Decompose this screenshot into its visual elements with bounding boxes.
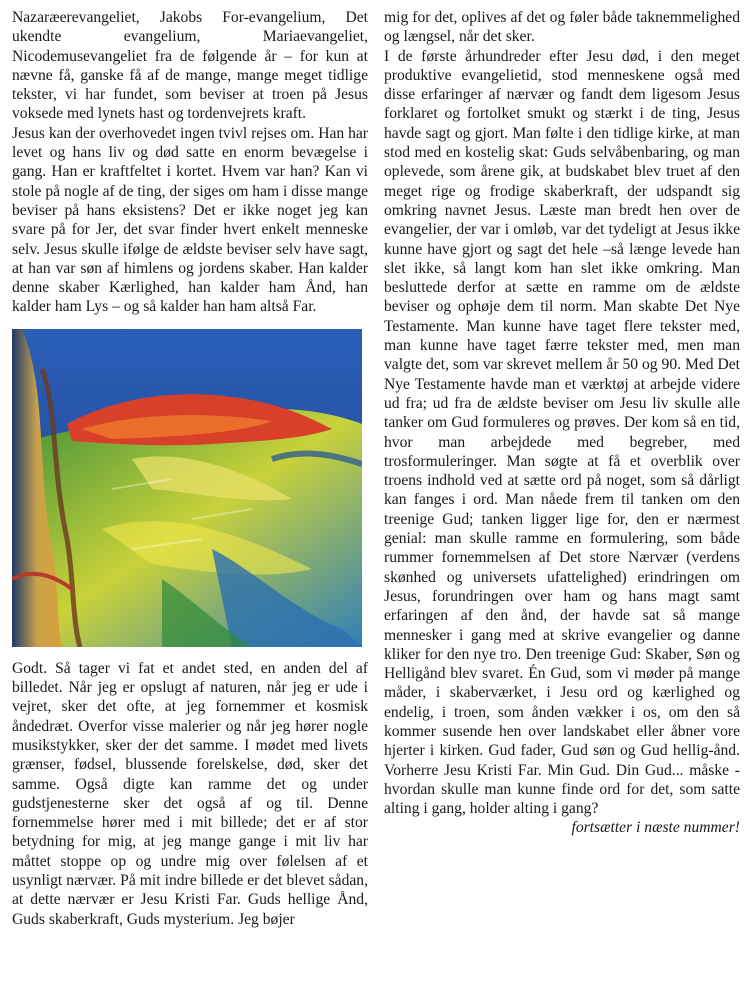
paragraph-gratitude: mig for det, oplives af det og føler både taknemmelighed og længsel, når det sker. (384, 9, 740, 46)
right-column (384, 8, 740, 838)
paragraph-cosmic-breath: Godt. Så tager vi fat et andet sted, en anden del af billedet. Når jeg er opslugt af naturen, når jeg er ude i vejret, sker det ofte, at jeg fornemmer et kosmisk åndedræt. Overfor visse malerier og når jeg hører nogle musikstykker, sker der det samme. I mødet med livets grænser, fødsel, blussende forelskelse, død, sker det samme. Også digte kan ramme det og under gudstjenesterne sker det også af og til. Denne fornemmelse hører med i mit billede; det er af stor betydning for mig, at jeg mange gange i mit liv har måttet stoppe op og undre mig over følelsen af et usynligt nærvær. På mit indre billede er det blevet sådan, at dette nærvær er Jesu Kristi Far. Guds hellige Ånd, Guds skaberkraft, Guds mysterium. Jeg bøjer (12, 659, 368, 928)
continued-note: fortsætter i næste nummer! (571, 819, 740, 837)
paragraph-early-church: I de første århundreder efter Jesu død, i den meget produktive evangelietid, stod menneskene også med disse erfaringer af nærvær og fandt dem ligesom Jesus forklaret og fortolket smukt og stærkt i de ting, Jesus havde sagt og gjort. Man følte i den tidlige kirke, at man stod med en kostelig skat: Guds selvåbenbaring, og man oplevede, som årene gik, at budskabet blev truet af den meget rige og frodige skaberkraft, der udspandt sig omkring navnet Jesus. Læste man bredt hen over de evangelier, der var i omløb, var det tydeligt at Jesus ikke kunne have gjort og sagt det hele –så længe levede han slet ikke, så langt kom han slet ikke omkring. Man besluttede derfor at sætte en ramme om de ældste beviser og ophøje dem til norm. Man skabte Det Nye Testamente. Man kunne have taget flere tekster med, man kunne have taget færre tekster med, men man valgte det, som var skrevet mellem år 50 og 90. Med Det Nye Testamente havde man et værktøj at arbejde videre ud fra; ud fra de ældste beviser om Jesu liv skulle alle tanker om Gud formuleres og prøves. Der kom så en tid, hvor man arbejdede med begreber, med trosformuleringer. Man søgte at få et overblik over troens indhold ved at sætte ord på noget, som så dårligt kan fanges i ord. Man nåede frem til tanken om den treenige Gud; tanken ligger lige for, den er nærmest genial: man skulle ramme en formulering, som både rummer fornemmelsen af Det store Nærvær (verdens skønhed og universets ufattelighed) erindringen om Jesus, forundringen over ham og hans magt samt erfaringen af den ånd, der havde sat så mange mennesker i gang med at skrive evangelier og danne kliker for den nye tro. Den treenige Gud: Skaber, Søn og Helligånd blev svaret. Én Gud, som vi møder på mange måder, i skaberværket, i Jesu ord og kærlighed og endelig, i troen, som ånden vækker i os, om den så kommer susende hen over landskabet eller åbner vore hjerter i kirken. Gud fader, Gud søn og Gud hellig-ånd. Vorherre Jesu Kristi Far. Min Gud. Din Gud... måske - hvordan skulle man kunne finde ord for det, som satte alting i gang, holder alting i gang? (384, 47, 740, 818)
abstract-landscape-painting (12, 329, 362, 647)
paragraph-jesus-existence: Jesus kan der overhovedet ingen tvivl rejses om. Han har levet og hans liv og død satte en enorm bevægelse i gang. Han er kraftfeltet i kortet. Hvem var han? Kan vi stole på nogle af de ting, der siges om ham i disse mange beviser på hans eksistens? Det er ikke noget jeg kan svare på for Jer, det svar finder hvert enkelt menneske selv. Jesus skulle ifølge de ældste beviser selv have sagt, at han var søn af himlens og jordens skaber. Han kalder denne skaber Kærlighed, han kalder ham Ånd, han kalder ham Lys – og så kalder han ham altså Far. (12, 124, 368, 316)
painting-image (12, 329, 362, 647)
paragraph-gospels-list: Nazaræerevangeliet, Jakobs For-evangelium, Det ukendte evangelium, Mariaevangeliet, Nicodemusevangeliet fra de følgende år – for kun at nævne få, ganske få af de mange, mange meget tidlige tekster, vi har fundet, som beviser at troen på Jesus voksede med lynets hast og tordenvejrets kraft. (12, 9, 368, 123)
left-column (12, 8, 368, 929)
